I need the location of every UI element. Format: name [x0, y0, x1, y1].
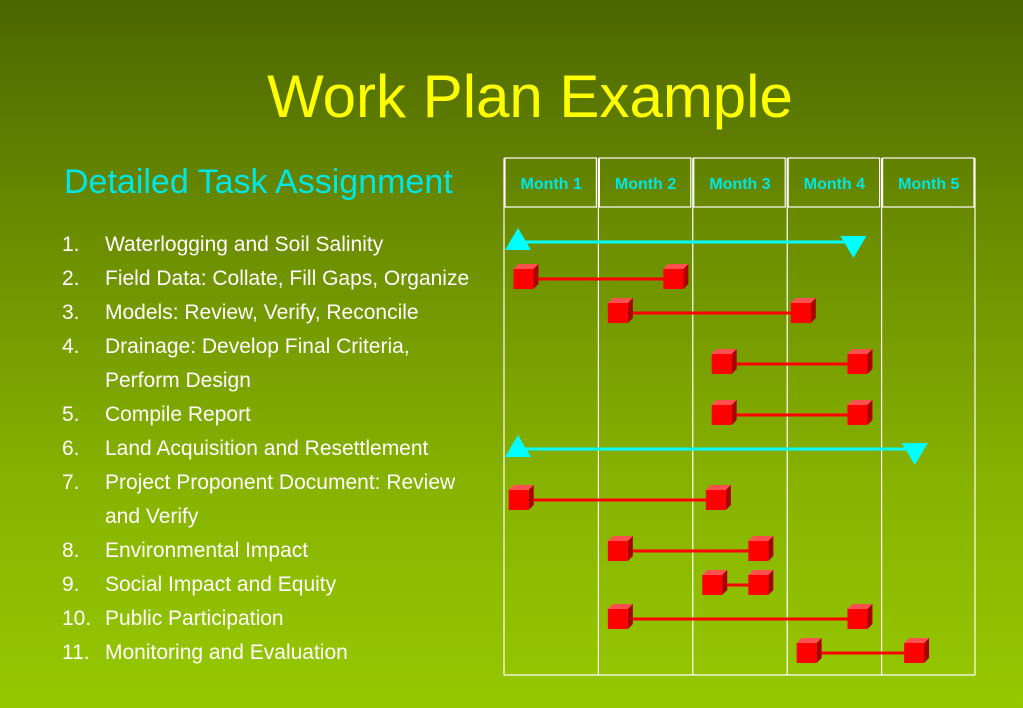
task-label: Drainage: Develop Final Criteria,	[105, 335, 410, 358]
task-label: Models: Review, Verify, Reconcile	[105, 301, 419, 324]
task-label: Field Data: Collate, Fill Gaps, Organize	[105, 267, 470, 290]
gantt-arrow-bar	[505, 228, 866, 258]
milestone-box	[847, 400, 872, 425]
task-number: 10.	[62, 607, 92, 630]
month-label: Month 5	[898, 176, 960, 193]
task-label: Social Impact and Equity	[105, 573, 337, 596]
gantt-task-bar	[797, 638, 929, 663]
milestone-box	[702, 570, 727, 595]
gantt-task-bar	[608, 536, 773, 561]
gantt-task-bar	[712, 400, 873, 425]
task-label: Public Participation	[105, 607, 284, 630]
milestone-box	[706, 485, 731, 510]
milestone-box	[847, 604, 872, 629]
task-number: 5.	[62, 403, 80, 426]
month-label: Month 2	[614, 176, 677, 193]
milestone-box	[847, 349, 872, 374]
task-number: 4.	[62, 335, 80, 358]
month-label: Month 4	[803, 176, 866, 193]
task-number: 2.	[62, 267, 80, 290]
milestone-box	[904, 638, 929, 663]
task-number: 7.	[62, 471, 80, 494]
task-number: 11.	[62, 641, 90, 664]
task-label: Project Proponent Document: Review	[105, 471, 456, 494]
month-label: Month 1	[520, 176, 582, 193]
milestone-box	[608, 604, 633, 629]
gantt-task-bar	[509, 485, 731, 510]
task-label: Land Acquisition and Resettlement	[105, 437, 429, 460]
milestone-box	[509, 485, 534, 510]
task-label: Monitoring and Evaluation	[105, 641, 348, 664]
gantt-task-bar	[712, 349, 873, 374]
gantt-task-bar	[702, 570, 773, 595]
gantt-arrow-bar	[505, 435, 928, 465]
gantt-task-bar	[608, 298, 816, 323]
task-number: 1.	[62, 233, 80, 256]
task-label: Environmental Impact	[105, 539, 309, 562]
task-label-continuation: Perform Design	[105, 369, 251, 392]
milestone-box	[748, 570, 773, 595]
slide-subtitle: Detailed Task Assignment	[64, 163, 453, 201]
milestone-box	[712, 400, 737, 425]
task-number: 9.	[62, 573, 80, 596]
milestone-box	[748, 536, 773, 561]
milestone-box	[513, 264, 538, 289]
milestone-box	[608, 298, 633, 323]
task-number: 6.	[62, 437, 80, 460]
milestone-box	[797, 638, 822, 663]
gantt-task-bar	[513, 264, 688, 289]
slide-title: Work Plan Example	[267, 63, 793, 130]
month-label: Month 3	[709, 176, 771, 193]
task-label-continuation: and Verify	[105, 505, 199, 528]
milestone-box	[663, 264, 688, 289]
task-label: Waterlogging and Soil Salinity	[105, 233, 384, 256]
milestone-box	[712, 349, 737, 374]
task-number: 8.	[62, 539, 80, 562]
gantt-task-bar	[608, 604, 873, 629]
task-label: Compile Report	[105, 403, 251, 426]
milestone-box	[608, 536, 633, 561]
task-number: 3.	[62, 301, 80, 324]
milestone-box	[791, 298, 816, 323]
